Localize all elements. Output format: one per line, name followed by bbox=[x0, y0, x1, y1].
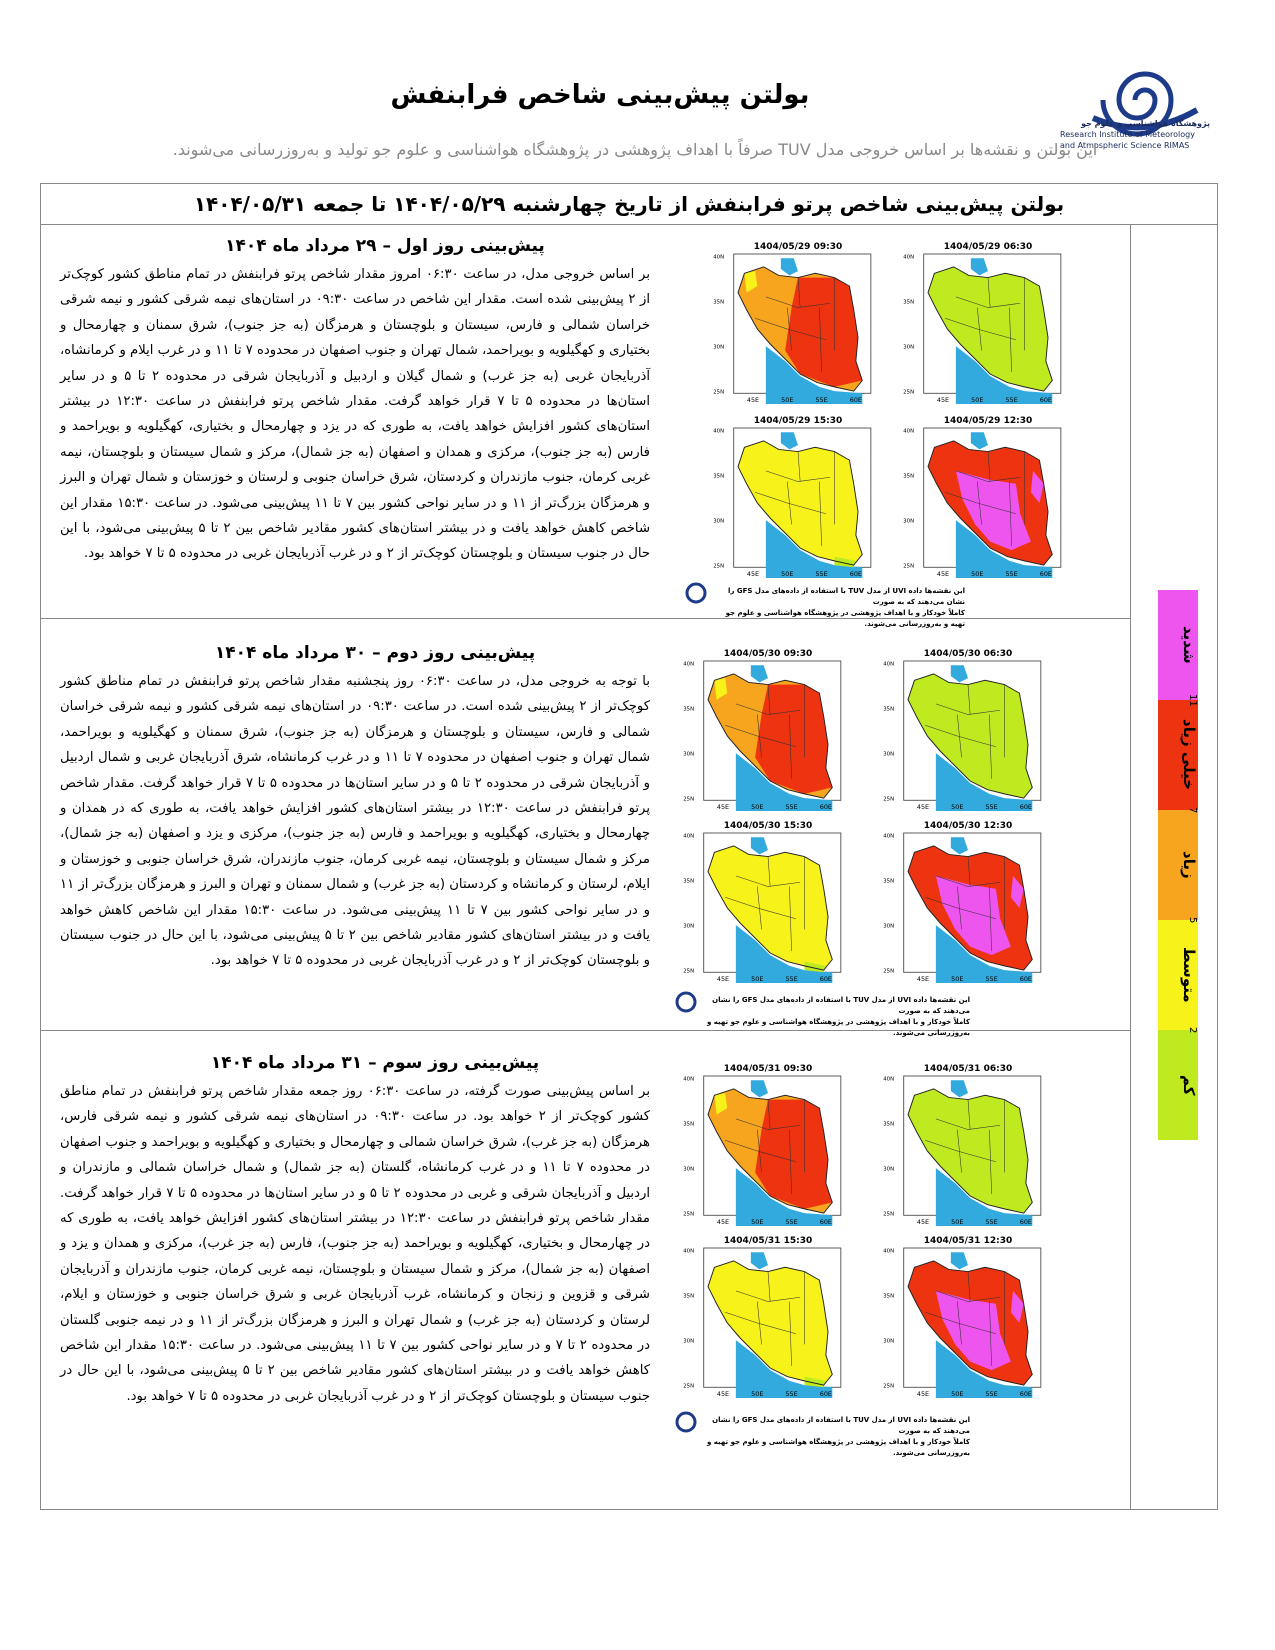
y-tick-label: 35N bbox=[883, 706, 895, 713]
y-tick-label: 25N bbox=[683, 968, 695, 975]
y-tick-label: 35N bbox=[883, 1121, 895, 1128]
x-tick-label: 45E bbox=[746, 569, 760, 578]
y-tick-label: 40N bbox=[883, 1248, 895, 1255]
scale-threshold: 7 bbox=[1187, 806, 1198, 814]
y-tick-label: 25N bbox=[883, 1211, 895, 1218]
y-tick-label: 40N bbox=[683, 661, 695, 668]
x-tick-label: 45E bbox=[716, 802, 730, 811]
x-tick-label: 55E bbox=[985, 974, 998, 983]
x-tick-label: 60E bbox=[849, 395, 862, 404]
y-tick-label: 25N bbox=[903, 389, 915, 396]
map-note bbox=[705, 995, 970, 1039]
x-tick-label: 55E bbox=[1005, 569, 1018, 578]
y-tick-label: 40N bbox=[903, 428, 915, 435]
scale-band bbox=[1158, 1030, 1198, 1140]
uv-map bbox=[883, 661, 1048, 811]
x-tick-label: 55E bbox=[785, 974, 798, 983]
x-tick-label: 45E bbox=[916, 1217, 930, 1226]
map-timestamp: 1404/05/31 12:30 bbox=[923, 1236, 1013, 1246]
y-tick-label: 25N bbox=[883, 1383, 895, 1390]
map-timestamp: 1404/05/29 15:30 bbox=[753, 416, 843, 426]
y-tick-label: 35N bbox=[683, 878, 695, 885]
y-tick-label: 40N bbox=[713, 254, 725, 261]
map-timestamp: 1404/05/29 09:30 bbox=[753, 242, 843, 252]
uv-map bbox=[713, 254, 878, 404]
x-tick-label: 50E bbox=[751, 974, 764, 983]
x-tick-label: 55E bbox=[1005, 395, 1018, 404]
uv-map bbox=[713, 428, 878, 578]
x-tick-label: 55E bbox=[785, 1217, 798, 1226]
y-tick-label: 35N bbox=[903, 299, 915, 306]
scale-threshold: 11 bbox=[1187, 693, 1198, 707]
uv-map bbox=[683, 1248, 848, 1398]
x-tick-label: 60E bbox=[819, 1217, 832, 1226]
day-heading: پیش‌بینی روز دوم – ۳۰ مرداد ماه ۱۴۰۴ bbox=[214, 643, 536, 663]
x-tick-label: 60E bbox=[1019, 1217, 1032, 1226]
y-tick-label: 30N bbox=[713, 518, 725, 525]
y-tick-label: 30N bbox=[903, 518, 915, 525]
day-body: با توجه به خروجی مدل، در ساعت ۰۶:۳۰ روز پنجشنبه مقدار شاخص پرتو فرابنفش در تمام مناطق کشور کوچک‌تر از ۲ پیش‌بینی شده است. در ساعت ۰۹:۳۰ در استان‌های نیمه شرقی کشور و نیمه شرقی خراسان شمالی و فارس، سیستان و بلوچستان و هرمزگان (به جز جنوب)، شرق سمنان و کهگیلویه و بویراحمد، شمال تهران و جنوب اصفهان در محدوده ۷ تا ۱۱ و در غرب کرمانشاه، شرق آذربایجان غربی و شمال اردبیل و آذربایجان شرقی در محدوده ۲ تا ۵ و در سایر استان‌ها در محدوده ۵ تا ۷ قرار خواهد گرفت. مقدار شاخص پرتو فرابنفش در ساعت ۱۲:۳۰ در بیشتر استان‌های کشور افزایش خواهد یافت، به طوری که در همدان و چهارمحال و بختیاری، کهگیلویه و بویراحمد و فارس (به جز جنوب)، مرکزی و یزد و اصفهان (به جز شمال)، مرکز و شمال سیستان و بلوچستان، نیمه غربی کرمان، جنوب مازندران، شرق خراسان جنوبی و خوزستان و ایلام، لرستان و کرمانشاه و کردستان (به جز غرب) و شمال سمنان و تهران و البرز و هرمزگان بزرگ‌تر از ۱۱ و در سایر نواحی کشور بین ۷ تا ۱۱ پیش‌بینی می‌شود. در ساعت ۱۵:۳۰ مقدار این شاخص کاهش خواهد یافت و در بیشتر استان‌های کشور مقادیر شاخص بین ۲ تا ۵ پیش‌بینی می‌شود، با این حال در جنوب سیستان و بلوچستان کوچک‌تر از ۲ و در غرب آذربایجان غربی در محدوده ۵ تا ۷ خواهد بود. bbox=[60, 674, 651, 969]
x-tick-label: 55E bbox=[985, 1389, 998, 1398]
x-tick-label: 50E bbox=[971, 569, 984, 578]
y-tick-label: 25N bbox=[713, 389, 725, 396]
x-tick-label: 45E bbox=[716, 1217, 730, 1226]
scale-column-divider bbox=[1130, 224, 1131, 1510]
logo-line-en-1: Research Institute of Meteorology bbox=[1060, 130, 1195, 139]
y-tick-label: 25N bbox=[683, 796, 695, 803]
y-tick-label: 25N bbox=[903, 563, 915, 570]
uv-map-panel bbox=[903, 238, 1068, 416]
x-tick-label: 50E bbox=[971, 395, 984, 404]
x-tick-label: 50E bbox=[781, 395, 794, 404]
x-tick-label: 50E bbox=[781, 569, 794, 578]
rimas-small-logo-icon bbox=[673, 1409, 699, 1435]
x-tick-label: 50E bbox=[751, 1217, 764, 1226]
map-timestamp: 1404/05/30 09:30 bbox=[723, 649, 813, 659]
y-tick-label: 40N bbox=[683, 833, 695, 840]
x-tick-label: 55E bbox=[985, 1217, 998, 1226]
y-tick-label: 40N bbox=[713, 428, 725, 435]
x-tick-label: 50E bbox=[951, 802, 964, 811]
section-divider bbox=[40, 618, 1130, 619]
y-tick-label: 30N bbox=[883, 923, 895, 930]
rimas-small-logo-icon bbox=[683, 580, 709, 606]
x-tick-label: 50E bbox=[751, 1389, 764, 1398]
uv-map-panel bbox=[683, 817, 848, 995]
y-tick-label: 30N bbox=[883, 1338, 895, 1345]
logo-line-en-2: and Atmospheric Science RIMAS bbox=[1060, 141, 1190, 150]
uv-map bbox=[883, 1076, 1048, 1226]
uv-map-panel bbox=[903, 412, 1068, 590]
scale-band-label: زیاد bbox=[1180, 851, 1198, 879]
x-tick-label: 60E bbox=[819, 974, 832, 983]
page-title: بولتن پیش‌بینی شاخص فرابنفش bbox=[390, 80, 810, 110]
y-tick-label: 30N bbox=[883, 1166, 895, 1173]
range-title: بولتن پیش‌بینی شاخص پرتو فرابنفش از تاریخ چهارشنبه ۱۴۰۴/۰۵/۲۹ تا جمعه ۱۴۰۴/۰۵/۳۱ bbox=[40, 184, 1218, 225]
y-tick-label: 35N bbox=[683, 1121, 695, 1128]
map-timestamp: 1404/05/29 06:30 bbox=[943, 242, 1033, 252]
x-tick-label: 45E bbox=[916, 974, 930, 983]
uv-map-panel bbox=[883, 1060, 1048, 1238]
x-tick-label: 45E bbox=[936, 395, 950, 404]
map-note-line: این نقشه‌ها داده UVI از مدل TUV با استفاده از داده‌های مدل GFS را نشان می‌دهند که به صورت bbox=[712, 996, 970, 1015]
y-tick-label: 40N bbox=[883, 661, 895, 668]
y-tick-label: 30N bbox=[903, 344, 915, 351]
x-tick-label: 50E bbox=[951, 974, 964, 983]
x-tick-label: 45E bbox=[936, 569, 950, 578]
scale-band-label: متوسط bbox=[1180, 947, 1198, 1003]
uv-map-panel bbox=[683, 1232, 848, 1410]
uv-map-panel bbox=[713, 412, 878, 590]
x-tick-label: 60E bbox=[1019, 974, 1032, 983]
y-tick-label: 25N bbox=[683, 1211, 695, 1218]
scale-band-label: کم bbox=[1180, 1074, 1198, 1096]
map-note bbox=[715, 586, 965, 630]
y-tick-label: 40N bbox=[683, 1076, 695, 1083]
scale-band bbox=[1158, 590, 1198, 700]
y-tick-label: 40N bbox=[683, 1248, 695, 1255]
x-tick-label: 45E bbox=[716, 1389, 730, 1398]
uv-map bbox=[903, 428, 1068, 578]
x-tick-label: 60E bbox=[1039, 569, 1052, 578]
uv-map bbox=[883, 833, 1048, 983]
logo-line-fa: پژوهشگاه هواشناسی و علوم جو bbox=[1081, 119, 1210, 128]
x-tick-label: 55E bbox=[785, 802, 798, 811]
map-note-line: این نقشه‌ها داده UVI از مدل TUV با استفاده از داده‌های مدل GFS را نشان می‌دهند که به صورت bbox=[712, 1416, 970, 1435]
y-tick-label: 30N bbox=[683, 923, 695, 930]
y-tick-label: 30N bbox=[713, 344, 725, 351]
uv-map-panel bbox=[683, 645, 848, 823]
map-timestamp: 1404/05/29 12:30 bbox=[943, 416, 1033, 426]
y-tick-label: 30N bbox=[683, 1166, 695, 1173]
scale-band bbox=[1158, 810, 1198, 920]
page-subtitle: این بولتن و نقشه‌ها بر اساس خروجی مدل TUV صرفاً با اهداف پژوهشی در پژوهشگاه هواشناسی و علوم جو تولید و به‌روزرسانی می‌شوند. bbox=[172, 140, 1098, 159]
scale-band-label: شدید bbox=[1180, 626, 1198, 664]
x-tick-label: 60E bbox=[849, 569, 862, 578]
scale-threshold: 5 bbox=[1187, 916, 1198, 924]
x-tick-label: 60E bbox=[819, 802, 832, 811]
x-tick-label: 60E bbox=[819, 1389, 832, 1398]
uv-map-panel bbox=[883, 1232, 1048, 1410]
uv-map-panel bbox=[883, 817, 1048, 995]
x-tick-label: 45E bbox=[746, 395, 760, 404]
x-tick-label: 60E bbox=[1019, 1389, 1032, 1398]
y-tick-label: 25N bbox=[883, 968, 895, 975]
rimas-small-logo-icon bbox=[673, 989, 699, 1015]
map-note-line: این نقشه‌ها داده UVI از مدل TUV با استفاده از داده‌های مدل GFS را نشان می‌دهند که به صورت bbox=[727, 587, 965, 606]
x-tick-label: 50E bbox=[951, 1217, 964, 1226]
y-tick-label: 40N bbox=[883, 833, 895, 840]
map-timestamp: 1404/05/31 09:30 bbox=[723, 1064, 813, 1074]
map-note-line: کاملاً خودکار و با اهداف پژوهشی در پژوهشگاه هواشناسی و علوم جو تهیه و به‌روزرسانی می‌شوند. bbox=[707, 1018, 970, 1037]
x-tick-label: 60E bbox=[1039, 395, 1052, 404]
uv-index-scale bbox=[1158, 590, 1198, 1140]
y-tick-label: 35N bbox=[713, 299, 725, 306]
x-tick-label: 45E bbox=[916, 802, 930, 811]
y-tick-label: 35N bbox=[883, 1293, 895, 1300]
x-tick-label: 55E bbox=[815, 395, 828, 404]
x-tick-label: 50E bbox=[951, 1389, 964, 1398]
uv-map bbox=[903, 254, 1068, 404]
uv-map bbox=[683, 661, 848, 811]
x-tick-label: 60E bbox=[1019, 802, 1032, 811]
y-tick-label: 30N bbox=[683, 751, 695, 758]
y-tick-label: 30N bbox=[683, 1338, 695, 1345]
y-tick-label: 25N bbox=[683, 1383, 695, 1390]
scale-band bbox=[1158, 700, 1198, 810]
scale-band bbox=[1158, 920, 1198, 1030]
y-tick-label: 35N bbox=[683, 706, 695, 713]
scale-threshold: 2 bbox=[1187, 1026, 1198, 1034]
y-tick-label: 40N bbox=[903, 254, 915, 261]
day-body: بر اساس خروجی مدل، در ساعت ۰۶:۳۰ امروز مقدار شاخص پرتو فرابنفش در تمام مناطق کشور کوچک‌تر از ۲ پیش‌بینی شده است. مقدار این شاخص در ساعت ۰۹:۳۰ در استان‌های نیمه شرقی کشور و نیمه شرقی خراسان شمالی و فارس، سیستان و بلوچستان و هرمزگان (به جز جنوب)، شرق سمنان و چهارمحال و بختیاری و کهگیلویه و بویراحمد، شمال تهران و جنوب اصفهان در محدوده ۷ تا ۱۱ و در غرب ایلام و کرمانشاه، آذربایجان غربی (به جز غرب) و شمال گیلان و اردبیل و آذربایجان شرقی در محدوده ۲ تا ۵ و در سایر استان‌ها در محدوده ۵ تا ۷ قرار خواهد گرفت. مقدار شاخص پرتو فرابنفش در ساعت ۱۲:۳۰ در بیشتر استان‌های کشور افزایش خواهد یافت، به طوری که در یزد و چهارمحال و بختیاری، کهگیلویه و بویراحمد و فارس (به جز جنوب)، مرکزی و همدان و اصفهان (به جز شمال)، مرکز و شمال سیستان و بلوچستان، نیمه غربی کرمان، جنوب مازندران و کردستان، شرق خراسان جنوبی و لرستان و خوزستان و شمال تهران و البرز و هرمزگان بزرگ‌تر از ۱۱ و در سایر نواحی کشور بین ۷ تا ۱۱ پیش‌بینی می‌شود. در ساعت ۱۵:۳۰ مقدار این شاخص کاهش خواهد یافت و در بیشتر استان‌های کشور مقادیر شاخص بین ۲ تا ۵ پیش‌بینی می‌شود، با این حال در جنوب سیستان و بلوچستان کوچک‌تر از ۲ و در غرب آذربایجان غربی در محدوده ۵ تا ۷ خواهد بود. bbox=[60, 267, 651, 562]
uv-map bbox=[683, 833, 848, 983]
x-tick-label: 55E bbox=[815, 569, 828, 578]
day-heading: پیش‌بینی روز اول – ۲۹ مرداد ماه ۱۴۰۴ bbox=[225, 236, 545, 256]
uv-map bbox=[883, 1248, 1048, 1398]
x-tick-label: 45E bbox=[716, 974, 730, 983]
uv-map-panel bbox=[683, 1060, 848, 1238]
y-tick-label: 35N bbox=[883, 878, 895, 885]
y-tick-label: 35N bbox=[903, 473, 915, 480]
map-timestamp: 1404/05/30 12:30 bbox=[923, 821, 1013, 831]
map-timestamp: 1404/05/31 06:30 bbox=[923, 1064, 1013, 1074]
y-tick-label: 25N bbox=[713, 563, 725, 570]
x-tick-label: 50E bbox=[751, 802, 764, 811]
y-tick-label: 40N bbox=[883, 1076, 895, 1083]
uv-map bbox=[683, 1076, 848, 1226]
map-timestamp: 1404/05/30 15:30 bbox=[723, 821, 813, 831]
y-tick-label: 35N bbox=[713, 473, 725, 480]
x-tick-label: 45E bbox=[916, 1389, 930, 1398]
uv-map-panel bbox=[713, 238, 878, 416]
uv-map-panel bbox=[883, 645, 1048, 823]
map-timestamp: 1404/05/30 06:30 bbox=[923, 649, 1013, 659]
y-tick-label: 35N bbox=[683, 1293, 695, 1300]
map-note-line: کاملاً خودکار و با اهداف پژوهشی در پژوهشگاه هواشناسی و علوم جو تهیه و به‌روزرسانی می‌شوند. bbox=[725, 609, 965, 628]
x-tick-label: 55E bbox=[785, 1389, 798, 1398]
x-tick-label: 55E bbox=[985, 802, 998, 811]
day-heading: پیش‌بینی روز سوم – ۳۱ مرداد ماه ۱۴۰۴ bbox=[210, 1053, 540, 1073]
day-body: بر اساس پیش‌بینی صورت گرفته، در ساعت ۰۶:۳۰ روز جمعه مقدار شاخص پرتو فرابنفش در تمام مناطق کشور کوچک‌تر از ۲ خواهد بود. در ساعت ۰۹:۳۰ در استان‌های نیمه شرقی کشور و نیمه شرقی فارس، هرمزگان (به جز غرب)، شرق خراسان شمالی و چهارمحال و بختیاری و کهگیلویه و بویراحمد و جنوب اصفهان در محدوده ۷ تا ۱۱ و در غرب کرمانشاه، گلستان (به جز شمال) و شمال خراسان شمالی و مازندران و اردبیل و آذربایجان شرقی و غربی در محدوده ۲ تا ۵ و در سایر استان‌ها در محدوده ۵ تا ۷ قرار خواهد گرفت. مقدار شاخص پرتو فرابنفش در ساعت ۱۲:۳۰ در بیشتر استان‌های کشور افزایش خواهد یافت، به طوری که در چهارمحال و بختیاری، کهگیلویه و بویراحمد (به جز جنوب)، فارس (به جز غرب)، مرکزی و همدان و یزد و اصفهان (به جز شمال)، مرکز و شمال سیستان و بلوچستان، نیمه غربی کرمان، جنوب مازندران و آذربایجان شرقی و قزوین و زنجان و کرمانشاه، غرب آذربایجان غربی و شرق خراسان جنوبی و خوزستان و ایلام، لرستان و کردستان (به جز غرب) و شمال تهران و البرز و هرمزگان بزرگ‌تر از ۱۱ و در نیمه جنوبی گلستان در محدوده ۲ تا ۷ و در سایر نواحی کشور بین ۷ تا ۱۱ پیش‌بینی می‌شود. در ساعت ۱۵:۳۰ مقدار این شاخص کاهش خواهد یافت و در بیشتر استان‌های کشور مقادیر شاخص بین ۲ تا ۵ پیش‌بینی می‌شود، با این حال در جنوب سیستان و بلوچستان کوچک‌تر از ۲ و در غرب آذربایجان غربی در محدوده ۵ تا ۷ خواهد بود. bbox=[60, 1084, 651, 1404]
map-note-line: کاملاً خودکار و با اهداف پژوهشی در پژوهشگاه هواشناسی و علوم جو تهیه و به‌روزرسانی می‌شوند. bbox=[707, 1438, 970, 1457]
map-note bbox=[705, 1415, 970, 1459]
y-tick-label: 25N bbox=[883, 796, 895, 803]
scale-band-label: خیلی زیاد bbox=[1180, 719, 1198, 791]
y-tick-label: 30N bbox=[883, 751, 895, 758]
map-timestamp: 1404/05/31 15:30 bbox=[723, 1236, 813, 1246]
